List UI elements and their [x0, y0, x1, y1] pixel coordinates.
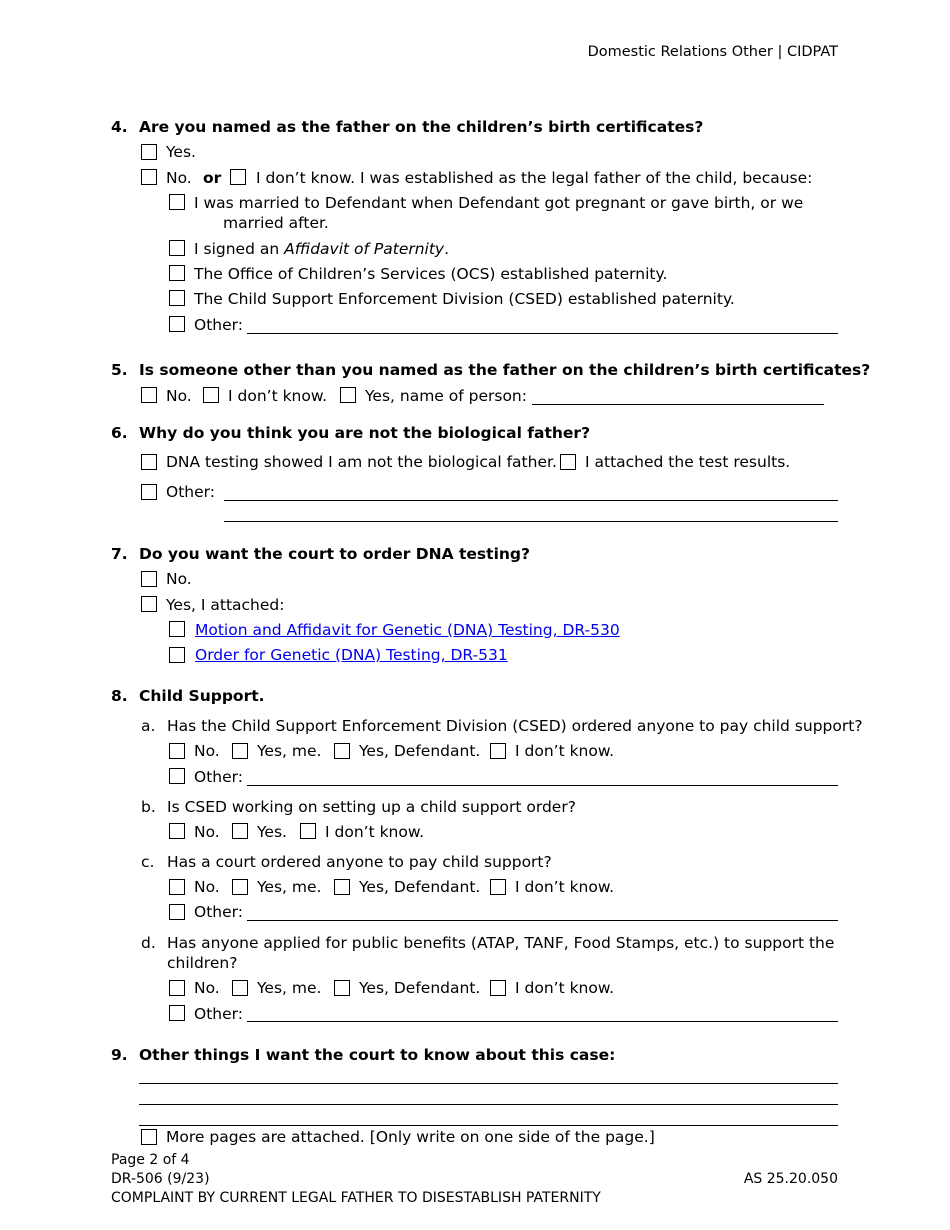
q8a-yes-defendant-label: Yes, Defendant. — [359, 742, 481, 760]
q8b-label: b. — [141, 798, 156, 816]
q4-other-checkbox[interactable] — [169, 316, 185, 332]
q8d-question-line1: Has anyone applied for public benefits (ATAP, TANF, Food Stamps, etc.) to support the — [167, 934, 835, 952]
q5-no-label: No. — [166, 387, 192, 405]
q4-no-label: No. — [166, 169, 192, 187]
q5-no-checkbox[interactable] — [141, 387, 157, 403]
q8a-other-label: Other: — [194, 768, 243, 786]
q8c-yes-defendant-label: Yes, Defendant. — [359, 878, 481, 896]
q8b-no-label: No. — [194, 823, 220, 841]
q4-no-checkbox[interactable] — [141, 169, 157, 185]
footer-form-title: COMPLAINT BY CURRENT LEGAL FATHER TO DISESTABLISH PATERNITY — [111, 1190, 601, 1206]
q8c-no-checkbox[interactable] — [169, 879, 185, 895]
q8b-no-checkbox[interactable] — [169, 823, 185, 839]
footer-statute: AS 25.20.050 — [743, 1171, 838, 1187]
q8c-yes-me-checkbox[interactable] — [232, 879, 248, 895]
q9-input-line-1[interactable] — [139, 1083, 838, 1084]
q7-no-label: No. — [166, 570, 192, 588]
q5-yes-checkbox[interactable] — [340, 387, 356, 403]
q7-number: 7. — [111, 545, 128, 563]
q8a-dont-know-checkbox[interactable] — [490, 743, 506, 759]
q8c-other-label: Other: — [194, 903, 243, 921]
q7-motion-checkbox[interactable] — [169, 621, 185, 637]
q4-yes-checkbox[interactable] — [141, 144, 157, 160]
q8-title: Child Support. — [139, 687, 265, 705]
q4-affidavit-label — [194, 240, 449, 258]
q4-csed-label: The Child Support Enforcement Division (CSED) established paternity. — [194, 290, 735, 308]
more-pages-label: More pages are attached. [Only write on one side of the page.] — [166, 1128, 655, 1146]
q8c-dont-know-checkbox[interactable] — [490, 879, 506, 895]
q4-affidavit-prefix: I signed an — [194, 240, 280, 258]
q9-input-line-2[interactable] — [139, 1104, 838, 1105]
q8d-dont-know-checkbox[interactable] — [490, 980, 506, 996]
q4-affidavit-checkbox[interactable] — [169, 240, 185, 256]
more-pages-checkbox[interactable] — [141, 1129, 157, 1145]
q5-name-input-line[interactable] — [532, 404, 824, 405]
q8a-label: a. — [141, 717, 156, 735]
q8b-yes-label: Yes. — [257, 823, 287, 841]
q6-attached-checkbox[interactable] — [560, 454, 576, 470]
q6-dna-label: DNA testing showed I am not the biological father. — [166, 453, 557, 471]
q5-dont-know-checkbox[interactable] — [203, 387, 219, 403]
q8d-other-checkbox[interactable] — [169, 1005, 185, 1021]
q8b-question: Is CSED working on setting up a child support order? — [167, 798, 576, 816]
q8a-question: Has the Child Support Enforcement Division (CSED) ordered anyone to pay child support? — [167, 717, 863, 735]
q5-dont-know-label: I don’t know. — [228, 387, 328, 405]
q8d-no-label: No. — [194, 979, 220, 997]
q8d-yes-defendant-checkbox[interactable] — [334, 980, 350, 996]
q6-dna-checkbox[interactable] — [141, 454, 157, 470]
q8d-dont-know-label: I don’t know. — [515, 979, 615, 997]
q4-ocs-label: The Office of Children’s Services (OCS) established paternity. — [194, 265, 668, 283]
q7-no-checkbox[interactable] — [141, 571, 157, 587]
footer-form-id: DR-506 (9/23) — [111, 1171, 210, 1187]
q5-number: 5. — [111, 361, 128, 379]
q8a-no-checkbox[interactable] — [169, 743, 185, 759]
q4-married-checkbox[interactable] — [169, 194, 185, 210]
q8b-dont-know-label: I don’t know. — [325, 823, 425, 841]
q6-number: 6. — [111, 424, 128, 442]
q4-other-input-line[interactable] — [247, 333, 838, 334]
header-category: Domestic Relations Other | CIDPAT — [587, 44, 838, 60]
q7-yes-checkbox[interactable] — [141, 596, 157, 612]
q4-married-label-line2: married after. — [223, 214, 329, 232]
q4-yes-label: Yes. — [166, 143, 196, 161]
q4-dont-know-checkbox[interactable] — [230, 169, 246, 185]
q8a-no-label: No. — [194, 742, 220, 760]
q8d-question-line2: children? — [167, 954, 238, 972]
q8c-question: Has a court ordered anyone to pay child support? — [167, 853, 552, 871]
q4-number: 4. — [111, 118, 128, 136]
q6-other-label: Other: — [166, 483, 215, 501]
q7-yes-attached-label: Yes, I attached: — [166, 596, 285, 614]
q6-other-input-line-2[interactable] — [224, 521, 838, 522]
q4-or-label: or — [203, 169, 222, 187]
q8a-yes-me-checkbox[interactable] — [232, 743, 248, 759]
q8d-other-input-line[interactable] — [247, 1021, 838, 1022]
q8c-other-input-line[interactable] — [247, 920, 838, 921]
q9-question: Other things I want the court to know about this case: — [139, 1046, 616, 1064]
q4-csed-checkbox[interactable] — [169, 290, 185, 306]
q6-question: Why do you think you are not the biological father? — [139, 424, 591, 442]
q5-yes-name-label: Yes, name of person: — [365, 387, 527, 405]
q4-affidavit-suffix: . — [444, 240, 450, 258]
footer-page-number: Page 2 of 4 — [111, 1152, 190, 1168]
q8c-yes-defendant-checkbox[interactable] — [334, 879, 350, 895]
q8d-yes-me-checkbox[interactable] — [232, 980, 248, 996]
q9-number: 9. — [111, 1046, 128, 1064]
q8c-no-label: No. — [194, 878, 220, 896]
q9-input-line-3[interactable] — [139, 1125, 838, 1126]
q7-order-link[interactable]: Order for Genetic (DNA) Testing, DR-531 — [195, 646, 508, 664]
q8a-yes-defendant-checkbox[interactable] — [334, 743, 350, 759]
q8b-dont-know-checkbox[interactable] — [300, 823, 316, 839]
q8-number: 8. — [111, 687, 128, 705]
q7-motion-link[interactable]: Motion and Affidavit for Genetic (DNA) Testing, DR-530 — [195, 621, 620, 639]
q5-question: Is someone other than you named as the father on the children’s birth certificates? — [139, 361, 871, 379]
q8d-no-checkbox[interactable] — [169, 980, 185, 996]
q6-other-checkbox[interactable] — [141, 484, 157, 500]
q4-other-label: Other: — [194, 316, 243, 334]
q6-attached-label: I attached the test results. — [585, 453, 791, 471]
q8a-yes-me-label: Yes, me. — [257, 742, 322, 760]
q6-other-input-line-1[interactable] — [224, 500, 838, 501]
q8a-other-input-line[interactable] — [247, 785, 838, 786]
q7-question: Do you want the court to order DNA testing? — [139, 545, 531, 563]
q8c-yes-me-label: Yes, me. — [257, 878, 322, 896]
q8d-label: d. — [141, 934, 156, 952]
q8c-dont-know-label: I don’t know. — [515, 878, 615, 896]
q8d-yes-me-label: Yes, me. — [257, 979, 322, 997]
q4-affidavit-title: Affidavit of Paternity — [284, 240, 445, 258]
q8d-other-label: Other: — [194, 1005, 243, 1023]
q8a-dont-know-label: I don’t know. — [515, 742, 615, 760]
q4-question: Are you named as the father on the children’s birth certificates? — [139, 118, 704, 136]
q7-order-checkbox[interactable] — [169, 647, 185, 663]
q8c-other-checkbox[interactable] — [169, 904, 185, 920]
q4-married-label-line1: I was married to Defendant when Defendant got pregnant or gave birth, or we — [194, 194, 804, 212]
q4-ocs-checkbox[interactable] — [169, 265, 185, 281]
q8d-yes-defendant-label: Yes, Defendant. — [359, 979, 481, 997]
q4-dont-know-label: I don’t know. I was established as the legal father of the child, because: — [256, 169, 813, 187]
q8a-other-checkbox[interactable] — [169, 768, 185, 784]
q8b-yes-checkbox[interactable] — [232, 823, 248, 839]
q8c-label: c. — [141, 853, 155, 871]
